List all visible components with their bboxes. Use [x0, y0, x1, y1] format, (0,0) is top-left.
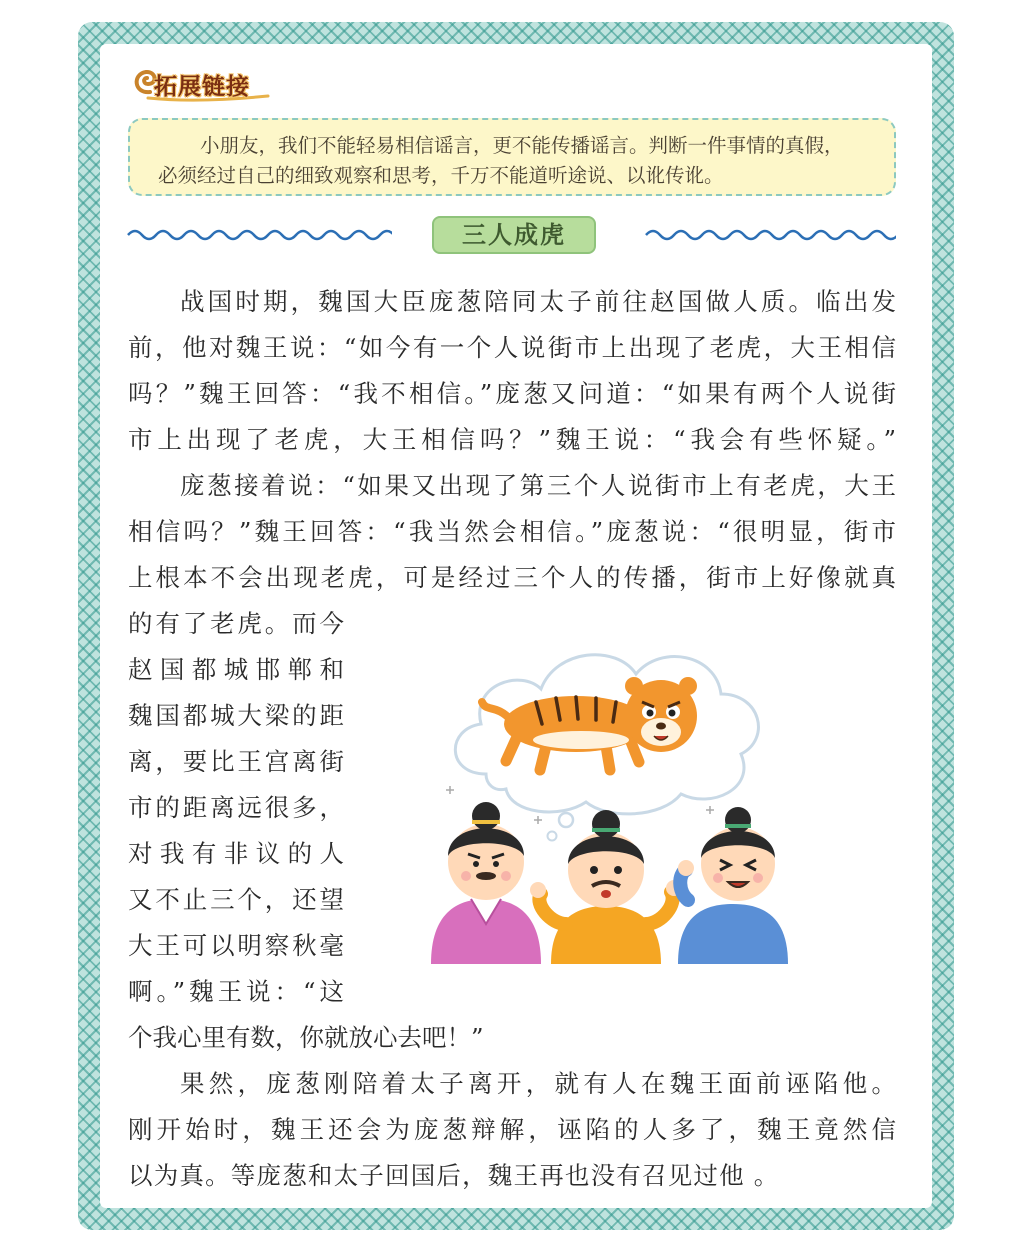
story-line: 的有了老虎。而今 [128, 609, 344, 638]
story-line: 大王可以明察秋毫 [128, 931, 344, 960]
left-wave-divider [126, 226, 392, 244]
story-line: 以为真。等庞葱和太子回国后，魏王再也没有召见过他 。 [128, 1161, 780, 1190]
story-line: 果然，庞葱刚陪着太子离开，就有人在魏王面前诬陷他。 [180, 1069, 896, 1098]
tip-line-2: 必须经过自己的细致观察和思考，千万不能道听途说、以讹传讹。 [158, 164, 724, 187]
story-line: 上根本不会出现老虎，可是经过三个人的传播，街市上好像就真 [128, 563, 896, 592]
story-line: 市上出现了老虎，大王相信吗？”魏王说：“我会有些怀疑。” [128, 425, 896, 454]
story-line: 战国时期，魏国大臣庞葱陪同太子前往赵国做人质。临出发 [180, 287, 896, 316]
story-line: 离，要比王宫离街 [128, 747, 344, 776]
extension-link-heading [128, 62, 278, 106]
right-wave-divider [644, 226, 896, 244]
heading-label: 拓展链接 [154, 74, 250, 100]
story-line: 啊。”魏王说：“这 [128, 977, 344, 1006]
story-line: 吗？”魏王回答：“我不相信。”庞葱又问道：“如果有两个人说街 [128, 379, 896, 408]
story-line: 庞葱接着说：“如果又出现了第三个人说街市上有老虎，大王 [180, 471, 896, 500]
story-line: 相信吗？”魏王回答：“我当然会相信。”庞葱说：“很明显，街市 [128, 517, 896, 546]
story-title: 三人成虎 [432, 216, 596, 254]
story-line: 个我心里有数，你就放心去吧！” [128, 1023, 484, 1052]
story-line: 市的距离远很多， [128, 793, 344, 822]
story-line: 前，他对魏王说：“如今有一个人说街市上出现了老虎，大王相信 [128, 333, 896, 362]
story-line: 赵国都城邯郸和 [128, 655, 344, 684]
story-line: 魏国都城大梁的距 [128, 701, 344, 730]
story-line: 刚开始时，魏王还会为庞葱辩解，诬陷的人多了，魏王竟然信 [128, 1115, 896, 1144]
story-line: 又不止三个，还望 [128, 885, 344, 914]
three-men-and-tiger-illustration [416, 624, 806, 964]
story-line: 对我有非议的人 [128, 839, 344, 868]
tip-box [128, 118, 896, 196]
tip-line-1: 小朋友，我们不能轻易相信谣言，更不能传播谣言。判断一件事情的真假， [200, 134, 844, 157]
